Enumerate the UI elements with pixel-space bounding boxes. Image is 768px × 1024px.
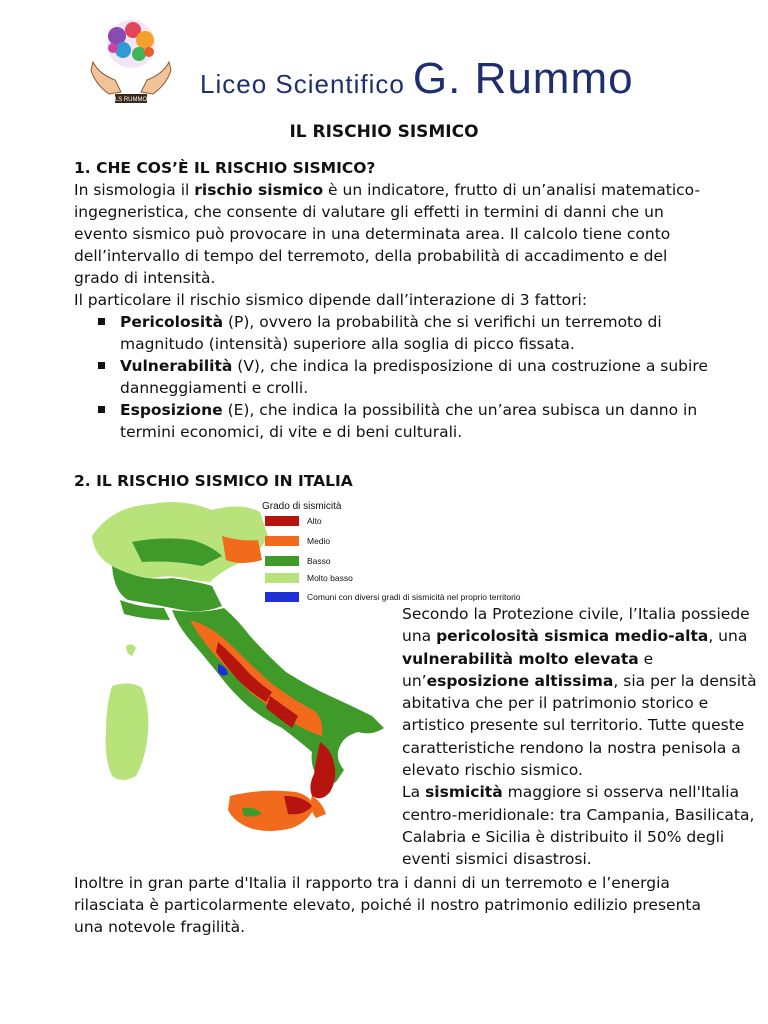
section-2-heading: 2. IL RISCHIO SISMICO IN ITALIA — [74, 472, 353, 490]
legend-swatch — [265, 556, 299, 566]
legend-swatch — [265, 516, 299, 526]
page-title: IL RISCHIO SISMICO — [289, 122, 479, 142]
legend-swatch — [265, 592, 299, 602]
factor-item: Esposizione (E), che indica la possibilità che un’area subisca un danno in termini economici, di vite e di beni culturali. — [120, 399, 714, 443]
legend-item: Comuni con diversi gradi di sismicità nel proprio territorio — [265, 592, 521, 602]
legend-swatch — [265, 573, 299, 583]
factors-intro: Il particolare il rischio sismico dipende dall’interazione di 3 fattori: — [74, 291, 588, 309]
italy-seismic-map — [72, 496, 392, 848]
legend-item: Alto — [265, 516, 322, 526]
legend-swatch — [265, 536, 299, 546]
svg-text:LS RUMMO: LS RUMMO — [114, 97, 148, 103]
section-1-intro: In sismologia il rischio sismico è un indicatore, frutto di un’analisi matematico-ingegneristica, che consente di valutare gli effetti in termini di danni che un evento sismico può provocare in una determinata area. Il calcolo tiene conto dell’intervallo di tempo del terremoto, della probabilità di accadimento e del grado di intensità. — [74, 181, 701, 287]
school-logo — [85, 14, 177, 106]
school-name — [200, 54, 634, 104]
legend-item: Basso — [265, 556, 331, 566]
conclusion-paragraph: Inoltre in gran parte d'Italia il rapporto tra i danni di un terremoto e l’energia rilasciata è particolarmente elevato, poiché il nostro patrimonio edilizio presenta una notevole fragilità. — [74, 874, 701, 936]
section-2-text: Secondo la Protezione civile, l’Italia possiede una pericolosità sismica medio-alta, una vulnerabilità molto elevata e un’esposizione altissima, sia per la densità abitativa che per il patrimonio storico e artistico presente sul territorio. Tutte queste caratteristiche rendono la nostra penisola a elevato rischio sismico. La sismicità maggiore si osserva nell'Italia centro-meridionale: tra Campania, Basilicata, Calabria e Sicilia è distribuito il 50% degli eventi sismici disastrosi. — [402, 605, 757, 869]
factors-list — [74, 311, 714, 443]
section-1-heading: 1. CHE COS’È IL RISCHIO SISMICO? — [74, 159, 376, 177]
factor-item: Pericolosità (P), ovvero la probabilità che si verifichi un terremoto di magnitudo (intensità) superiore alla soglia di picco fissata. — [120, 311, 714, 355]
page-header — [85, 14, 634, 106]
factor-item: Vulnerabilità (V), che indica la predisposizione di una costruzione a subire danneggiamenti e crolli. — [120, 355, 714, 399]
school-name-prefix: Liceo Scientifico — [200, 69, 405, 99]
section-1 — [74, 157, 714, 443]
school-name-main: G. Rummo — [412, 54, 634, 103]
legend-item: Molto basso — [265, 573, 353, 583]
legend-title: Grado di sismicità — [262, 501, 342, 512]
legend-item: Medio — [265, 536, 330, 546]
